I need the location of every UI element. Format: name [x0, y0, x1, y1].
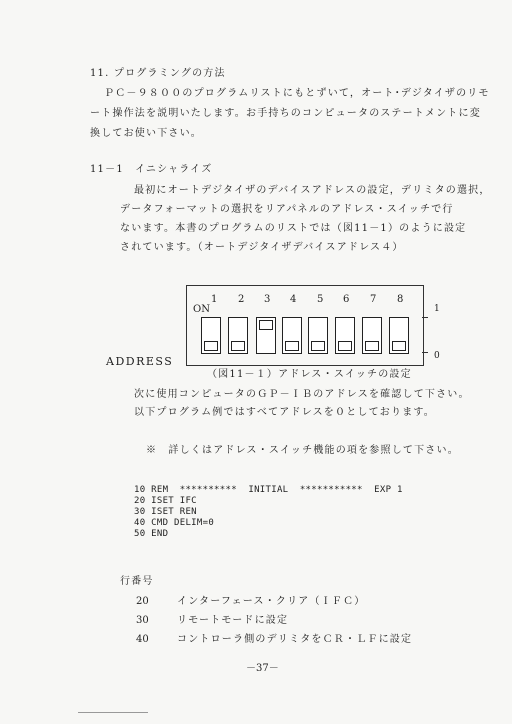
explain-text-20: インターフェース・クリア（ＩＦＣ） — [177, 596, 366, 607]
after-figure-line-1: 次に使用コンピュータのＧＰ－ＩＢのアドレスを確認して下さい。 — [134, 389, 470, 400]
code-line-40: 40 CMD DELIM=0 — [134, 518, 215, 528]
explain-text-40: コントローラ側のデリミタをＣＲ・ＬＦに設定 — [177, 634, 413, 645]
intro-line-3: 換してお使い下さい。 — [90, 128, 202, 139]
figure-caption: （図11－１）アドレス・スイッチの設定 — [207, 369, 412, 380]
position-label-1: 1 — [434, 304, 440, 314]
on-label: ON — [193, 304, 210, 315]
code-line-30: 30 ISET REN — [134, 507, 197, 517]
scale-tick-top — [422, 317, 428, 318]
explain-text-30: リモートモードに設定 — [177, 615, 289, 626]
switch-knob — [338, 341, 352, 351]
after-figure-line-2: 以下プログラム例ではすべてアドレスを０としております。 — [134, 407, 435, 418]
switch-number-7: 7 — [370, 294, 377, 305]
switch-number-1: 1 — [211, 294, 218, 305]
body-line-2: データフォーマットの選択をリアパネルのアドレス・スイッチで行 — [120, 204, 454, 215]
intro-line-1: ＰＣ－９８００のプログラムリストにもとずいて，オート･デジタイザのリモ — [104, 88, 490, 99]
switch-knob — [285, 341, 299, 351]
dip-switch-6 — [335, 317, 355, 354]
dip-switch-8 — [389, 317, 409, 354]
code-line-50: 50 END — [134, 529, 169, 539]
dip-switch-5 — [308, 317, 328, 354]
dip-switch-7 — [362, 317, 382, 354]
switch-number-8: 8 — [397, 294, 404, 305]
dip-switch-1 — [201, 317, 221, 354]
switch-number-4: 4 — [290, 294, 297, 305]
code-line-10: 10 REM ********** INITIAL *********** EXP 1 — [134, 485, 403, 495]
code-line-20: 20 ISET IFC — [134, 496, 197, 506]
explain-line-no-30: 30 — [136, 615, 149, 626]
switch-knob — [259, 320, 273, 330]
intro-line-2: ート操作法を説明いたします。お手持ちのコンピュータのステートメントに変 — [90, 108, 481, 119]
switch-number-5: 5 — [317, 294, 324, 305]
footer-rule — [78, 712, 148, 713]
explain-line-no-40: 40 — [136, 634, 149, 645]
switch-knob — [204, 341, 218, 351]
position-label-0: 0 — [434, 351, 440, 361]
switch-knob — [392, 341, 406, 351]
dip-switch-3 — [256, 317, 276, 354]
subsection-heading: 11－1 イニシャライズ — [90, 164, 213, 175]
reference-note: ※ 詳しくはアドレス・スイッチ機能の項を参照して下さい。 — [146, 445, 459, 456]
address-label: ADDRESS — [106, 355, 174, 368]
switch-knob — [231, 341, 245, 351]
switch-number-2: 2 — [238, 294, 245, 305]
explain-line-no-20: 20 — [136, 596, 149, 607]
scale-tick-bottom — [422, 352, 428, 353]
body-line-3: ないます。本書のプログラムのリストでは（図11－1）のように設定 — [120, 223, 467, 234]
dip-switch-2 — [228, 317, 248, 354]
switch-knob — [311, 341, 325, 351]
switch-number-6: 6 — [343, 294, 350, 305]
dip-switch-4 — [282, 317, 302, 354]
body-line-1: 最初にオートデジタイザのデバイスアドレスの設定，デリミタの選択， — [134, 185, 491, 196]
switch-number-3: 3 — [264, 294, 271, 305]
body-line-4: されています。（オートデジタイザデバイスアドレス４） — [120, 242, 404, 253]
line-number-header: 行番号 — [120, 576, 154, 587]
switch-knob — [365, 341, 379, 351]
section-heading: 11. プログラミングの方法 — [90, 68, 226, 79]
page-number: －37－ — [246, 663, 279, 674]
